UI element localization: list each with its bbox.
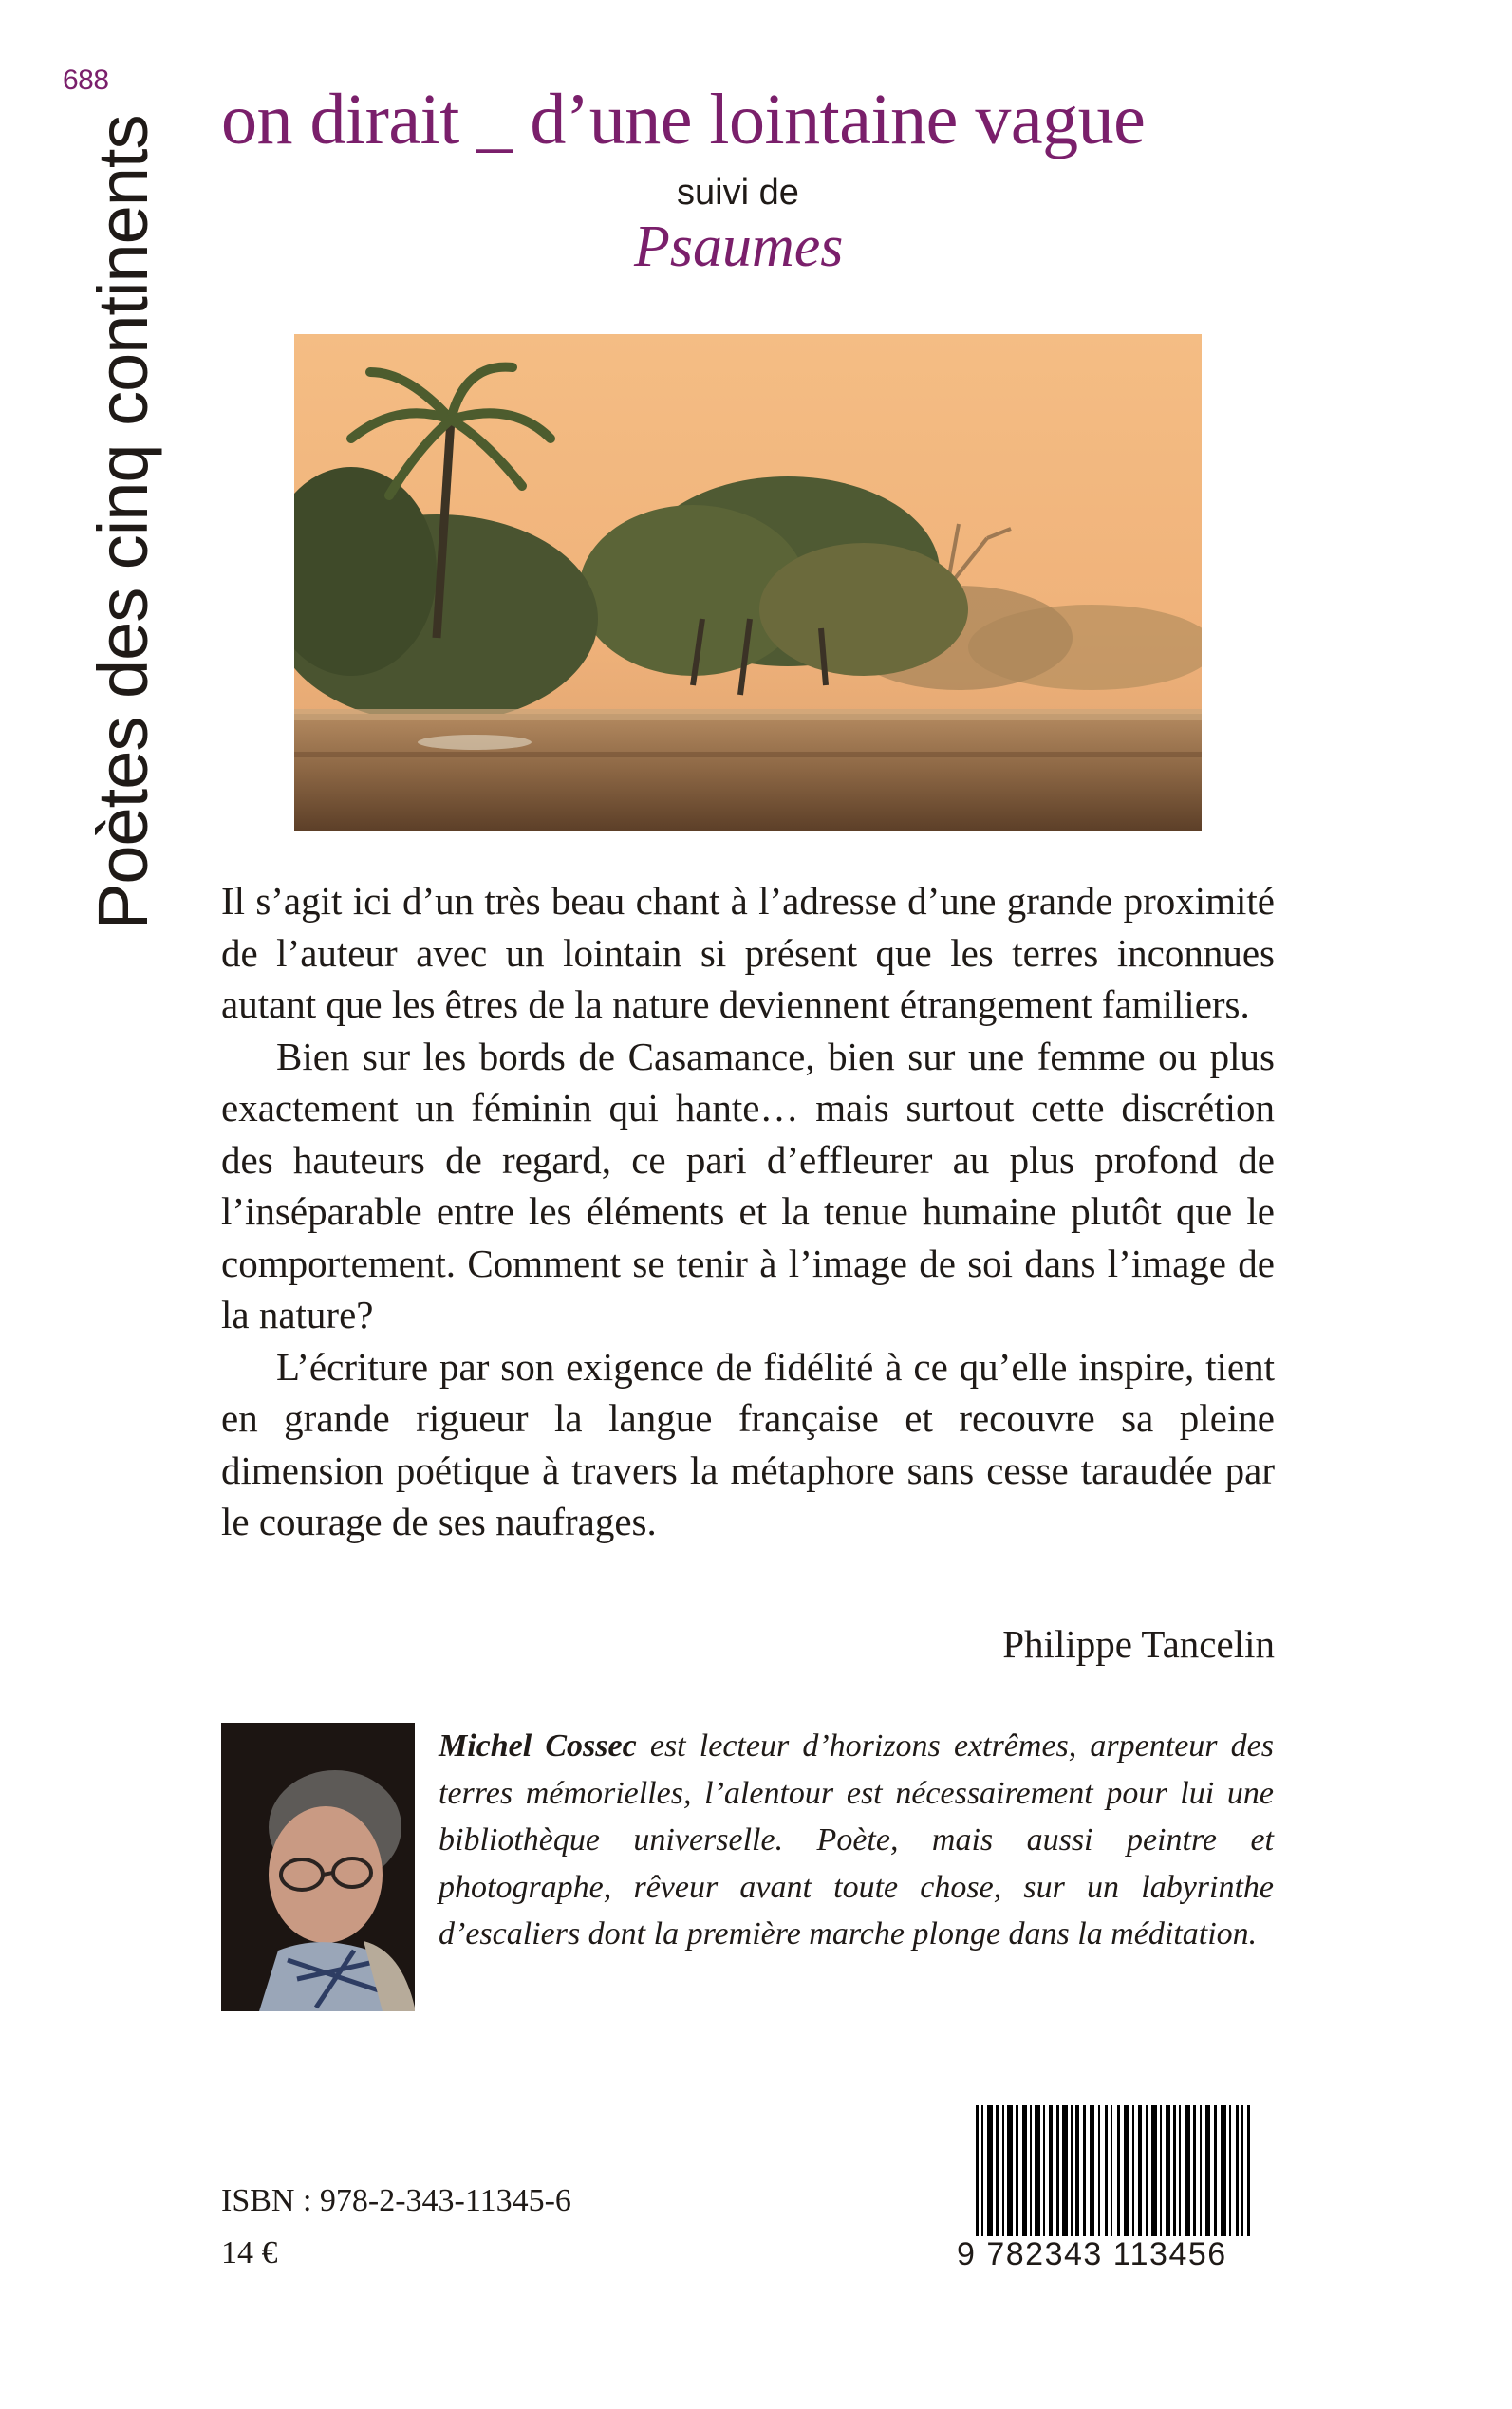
blurb-paragraph-3: L’écriture par son exigence de fidélité à ce qu’elle inspire, tient en grande rigueur la langue française et recouvre sa pleine dimension poétique à travers la métaphore sans cesse taraudée par le courage de ses naufrages. bbox=[221, 1344, 1275, 1543]
author-bio bbox=[439, 1723, 1274, 1958]
author-bio-text: est lecteur d’horizons extrêmes, arpenteur des terres mémorielles, l’alentour est nécessairement pour lui une bibliothèque universelle. Poète, mais aussi peintre et photographe, rêveur avant toute chose, sur un labyrinthe d’escaliers dont la première marche plonge dans la méditation. bbox=[439, 1728, 1274, 1951]
series-name-container bbox=[46, 115, 162, 930]
series-number: 688 bbox=[63, 65, 109, 96]
author-name: Michel Cossec bbox=[439, 1728, 637, 1764]
blurb-signature: Philippe Tancelin bbox=[1002, 1622, 1275, 1666]
author-photo bbox=[221, 1723, 415, 2011]
isbn: ISBN : 978-2-343-11345-6 bbox=[221, 2183, 571, 2218]
price: 14 € bbox=[221, 2235, 278, 2270]
subtitle-connector: suivi de bbox=[677, 173, 799, 213]
blurb-paragraph-1: Il s’agit ici d’un très beau chant à l’adresse d’une grande proximité de l’auteur avec un lointain si présent que les terres inconnues autant que les êtres de la nature deviennent étrangement familiers. bbox=[221, 879, 1275, 1026]
book-subtitle: Psaumes bbox=[634, 215, 844, 279]
barcode-digits: 9 782343 113456 bbox=[957, 2236, 1279, 2273]
blurb-paragraph-2: Bien sur les bords de Casamance, bien sur une femme ou plus exactement un féminin qui hante… mais surtout cette discrétion des hauteurs de regard, ce pari d’effleurer au plus profond de l’inséparable entre les éléments et la tenue humaine plutôt que le comportement. Comment se tenir à l’image de soi dans l’image de la nature? bbox=[221, 1034, 1275, 1336]
blurb-text bbox=[221, 875, 1275, 1548]
series-name: Poètes des cinq continents bbox=[84, 115, 162, 930]
cover-photo bbox=[294, 334, 1202, 831]
book-title: on dirait _ d’une lointaine vague bbox=[221, 80, 1146, 159]
